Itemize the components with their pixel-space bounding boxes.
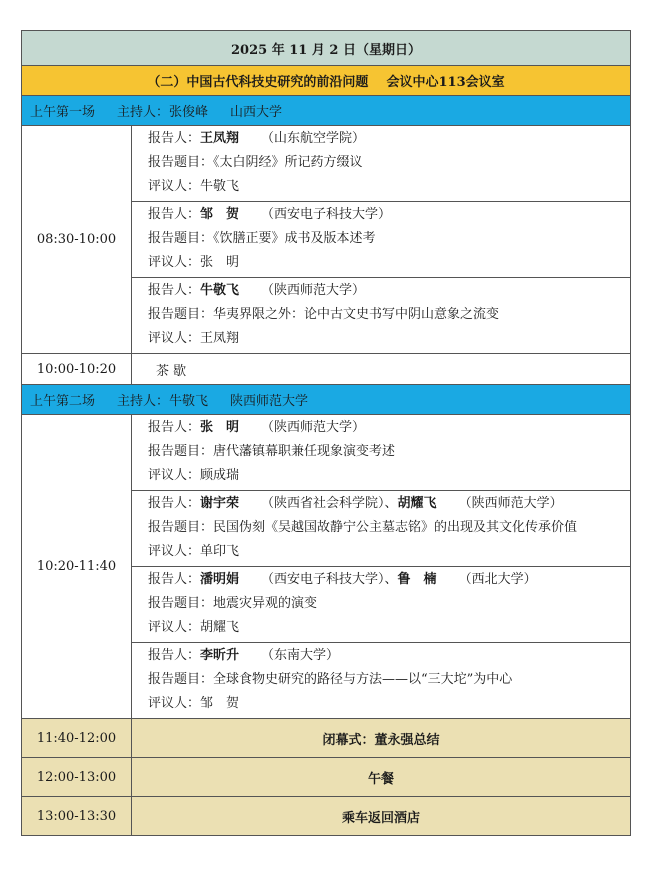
reporter-affiliation: （西北大学） — [458, 572, 537, 587]
talk-item: 报告人：牛敬飞 （陕西师范大学） 报告题目：华夷界限之外：论中古文史书写中阴山意象之流变 评议人：王凤翔 — [148, 283, 500, 346]
talk-topic: 民国伪刻《吴越国故静宁公主墓志铭》的出现及其文化传承价值 — [213, 520, 578, 535]
date-row — [22, 31, 631, 66]
reporter-affiliation: （西安电子科技大学） — [261, 207, 392, 222]
talk-topic: 地震灾异观的演变 — [213, 596, 318, 611]
talk-item: 报告人：王凤翔 （山东航空学院） 报告题目：《太白阴经》所记药方缀议 评议人：牛敬飞 — [132, 126, 630, 202]
panel-row — [22, 66, 631, 96]
commentator-name: 张 明 — [200, 255, 240, 270]
reporter-name: 张 明 — [200, 420, 240, 435]
talk-topic: 华夷界限之外：论中古文史书写中阴山意象之流变 — [213, 307, 500, 322]
session-host: 主持人：张俊峰 — [117, 105, 209, 120]
talk-topic: 全球食物史研究的路径与方法——以“三大坨”为中心 — [213, 672, 513, 687]
session-header-1 — [22, 96, 631, 126]
reporter-name: 鲁 楠 — [397, 572, 437, 587]
talk-topic: 唐代藩镇幕职兼任现象演变考述 — [213, 444, 396, 459]
session-1-talks — [22, 126, 631, 354]
session-host-affiliation: 陕西师范大学 — [230, 394, 309, 409]
reporter-affiliation: （陕西师范大学） — [261, 420, 366, 435]
return-hotel-label: 乘车返回酒店 — [132, 797, 631, 836]
reporter-name: 李昕升 — [200, 648, 240, 663]
closing-ceremony-label: 闭幕式：董永强总结 — [132, 719, 631, 758]
time-slot: 08:30-10:00 — [22, 126, 132, 354]
reporter-affiliation: （西安电子科技大学）、 — [261, 572, 398, 587]
talk-item: 报告人：邹 贺 （西安电子科技大学） 报告题目：《饮膳正要》成书及版本述考 评议人：张 明 — [132, 202, 630, 278]
reporter-affiliation: （陕西师范大学） — [458, 496, 563, 511]
commentator-name: 胡耀飞 — [200, 620, 240, 635]
talk-item: 报告人：李昕升 （东南大学） 报告题目：全球食物史研究的路径与方法——以“三大坨”为中心 评议人：邹 贺 — [148, 648, 513, 711]
reporter-name: 王凤翔 — [200, 131, 240, 146]
commentator-name: 邹 贺 — [200, 696, 240, 711]
reporter-name: 牛敬飞 — [200, 283, 240, 298]
commentator-name: 牛敬飞 — [200, 179, 240, 194]
return-hotel-row — [22, 797, 631, 836]
reporter-affiliation: （山东航空学院） — [261, 131, 366, 146]
reporter-affiliation: （东南大学） — [261, 648, 340, 663]
tea-break-label: 茶 歇 — [132, 354, 631, 385]
commentator-name: 单印飞 — [200, 544, 240, 559]
commentator-name: 顾成瑞 — [200, 468, 240, 483]
reporter-name: 潘明娟 — [200, 572, 240, 587]
reporter-affiliation: （陕西师范大学） — [261, 283, 366, 298]
lunch-row — [22, 758, 631, 797]
talk-item: 报告人：潘明娟 （西安电子科技大学）、鲁 楠 （西北大学） 报告题目：地震灾异观的演变 评议人：胡耀飞 — [132, 567, 630, 643]
talk-item: 报告人：张 明 （陕西师范大学） 报告题目：唐代藩镇幕职兼任现象演变考述 评议人：顾成瑞 — [132, 415, 630, 491]
panel-title: （二）中国古代科技史研究的前沿问题 会议中心113会议室 — [22, 66, 631, 96]
talk-topic: 《太白阴经》所记药方缀议 — [213, 155, 363, 170]
schedule-table — [21, 30, 631, 836]
reporter-name: 谢宇荣 — [200, 496, 240, 511]
closing-ceremony-row — [22, 719, 631, 758]
time-slot: 10:20-11:40 — [22, 415, 132, 719]
talk-item: 报告人：谢宇荣 （陕西省社会科学院）、胡耀飞 （陕西师范大学） 报告题目：民国伪刻《吴越国故静宁公主墓志铭》的出现及其文化传承价值 评议人：单印飞 — [132, 491, 630, 567]
session-host: 主持人：牛敬飞 — [117, 394, 209, 409]
date-header: 2025 年 11 月 2 日（星期日） — [22, 31, 631, 66]
reporter-name: 胡耀飞 — [397, 496, 437, 511]
reporter-name: 邹 贺 — [200, 207, 240, 222]
session-name: 上午第一场 — [30, 105, 96, 120]
time-slot: 12:00-13:00 — [22, 758, 132, 797]
talk-topic: 《饮膳正要》成书及版本述考 — [213, 231, 376, 246]
commentator-name: 王凤翔 — [200, 331, 240, 346]
session-header-2 — [22, 385, 631, 415]
time-slot: 11:40-12:00 — [22, 719, 132, 758]
session-2-talks — [22, 415, 631, 719]
time-slot: 13:00-13:30 — [22, 797, 132, 836]
time-slot: 10:00-10:20 — [22, 354, 132, 385]
lunch-label: 午餐 — [132, 758, 631, 797]
reporter-affiliation: （陕西省社会科学院）、 — [261, 496, 398, 511]
session-name: 上午第二场 — [30, 394, 96, 409]
tea-break-row — [22, 354, 631, 385]
session-host-affiliation: 山西大学 — [230, 105, 283, 120]
